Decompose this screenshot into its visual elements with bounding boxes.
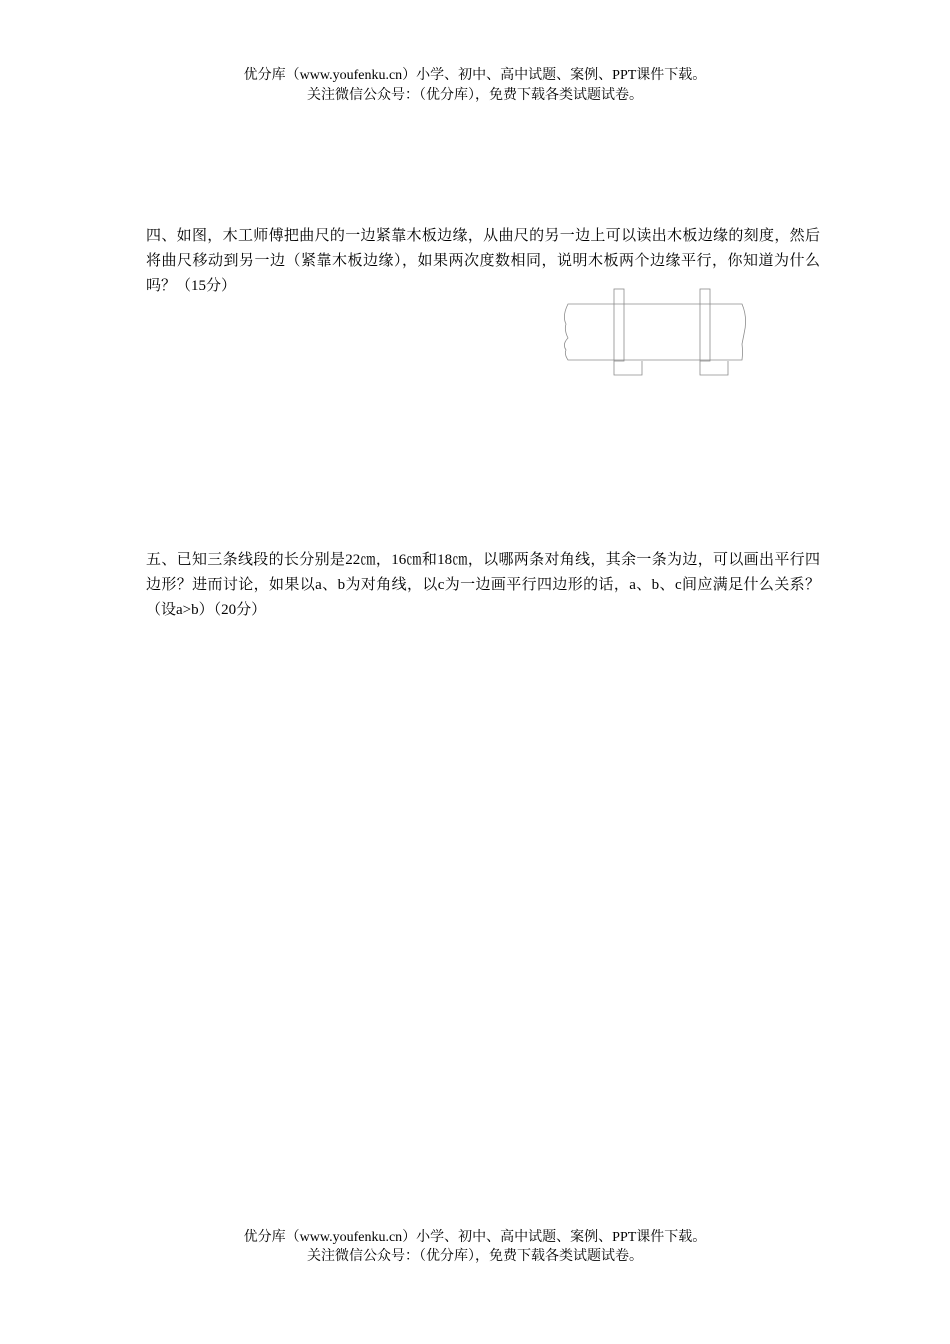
wooden-board [564,304,745,360]
question-4: 四、如图，木工师傅把曲尺的一边紧靠木板边缘，从曲尺的另一边上可以读出木板边缘的刻度，然后将曲尺移动到另一边（紧靠木板边缘），如果两次度数相同，说明木板两个边缘平行，你知道为什么吗？（15分） [146,228,820,294]
square-ruler-right [700,289,728,375]
header-line-1: 优分库（www.youfenku.cn）小学、初中、高中试题、案例、PPT课件下载。 [243,68,707,83]
header-line-2: 关注微信公众号：（优分库），免费下载各类试题试卷。 [307,88,643,103]
question-5: 五、已知三条线段的长分别是22㎝，16㎝和18㎝，以哪两条对角线，其余一条为边，可以画出平行四边形？进而讨论，如果以a、b为对角线，以c为一边画平行四边形的话，a、b、c间应满足什么关系？（设a>b）（20分） [146,552,820,618]
footer-line-2: 关注微信公众号：（优分库），免费下载各类试题试卷。 [307,1249,643,1264]
square-ruler-left [614,289,642,375]
footer-line-1: 优分库（www.youfenku.cn）小学、初中、高中试题、案例、PPT课件下载。 [243,1230,707,1245]
carpenter-square-on-board-diagram [560,286,748,378]
